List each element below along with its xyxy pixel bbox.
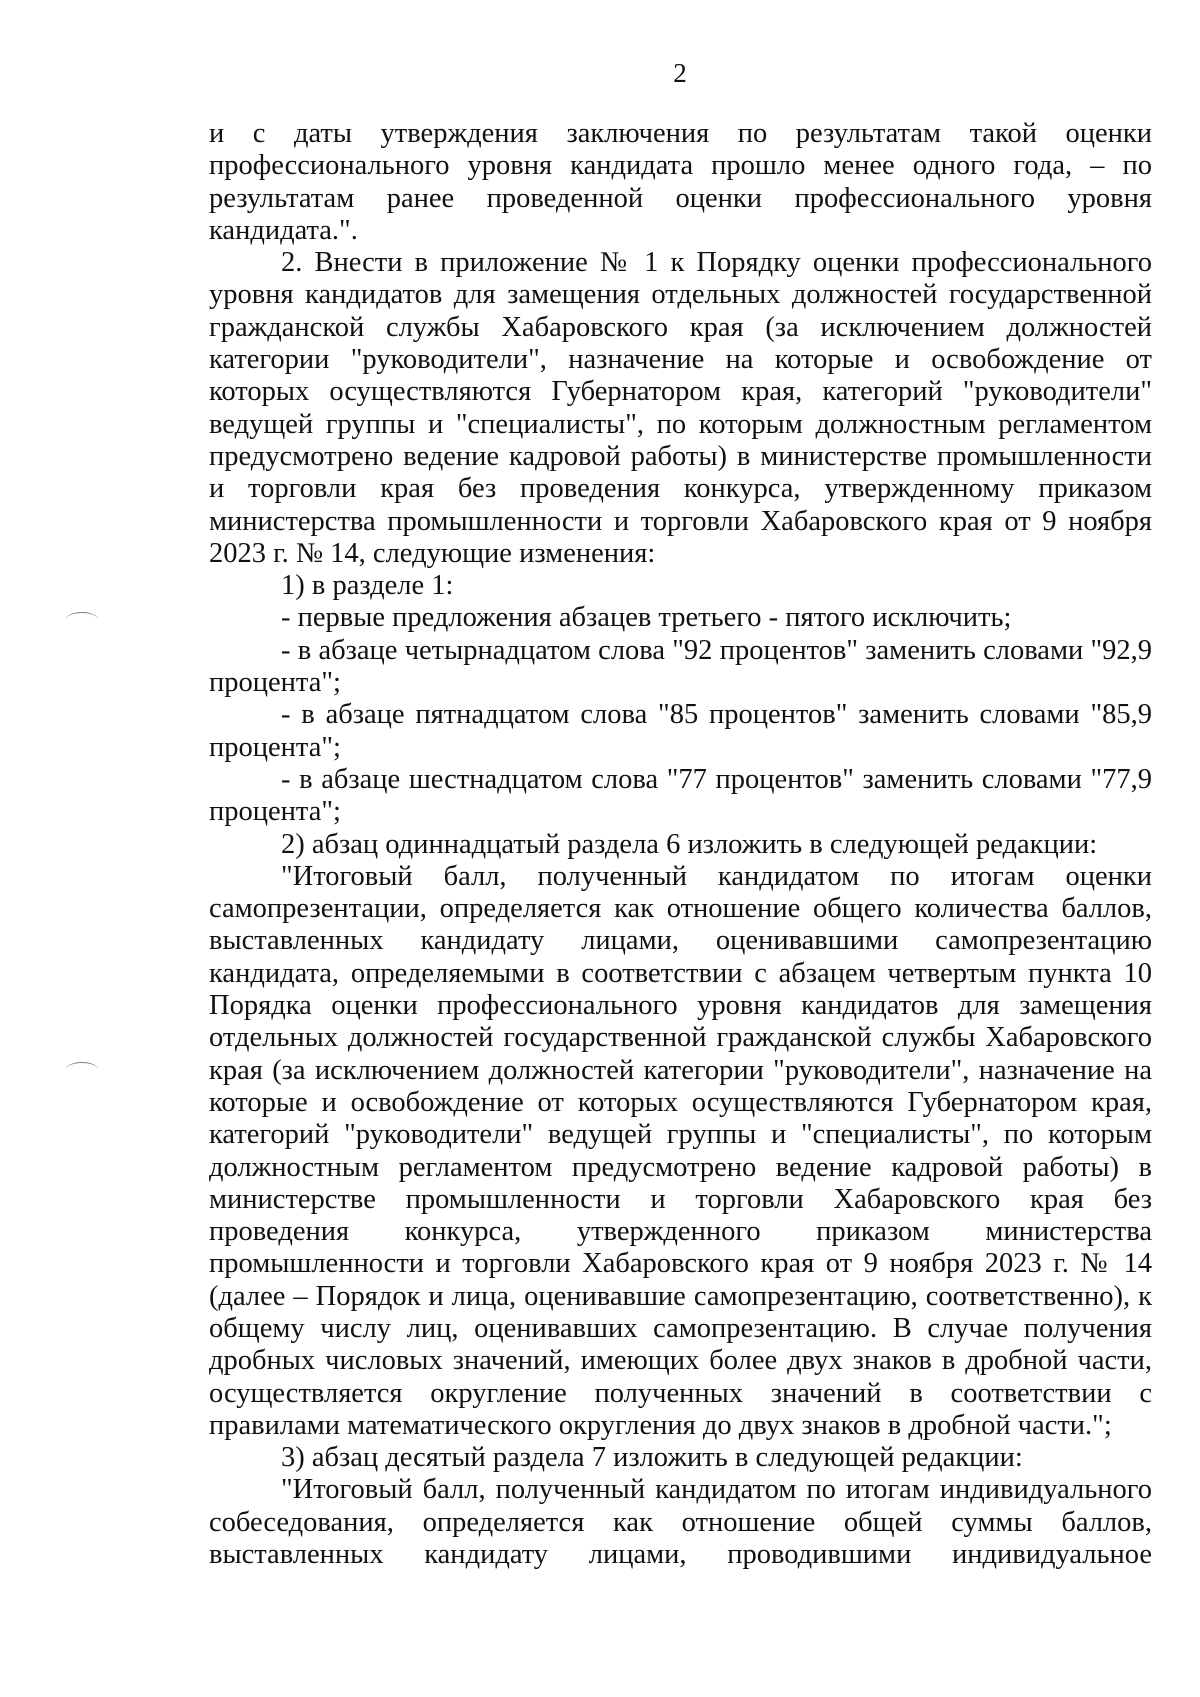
paragraph-quote-section-7: "Итоговый балл, полученный кандидатом по итогам индивидуального собеседования, определяется как отношение общей суммы баллов, выставленных кандидату лицами, проводившими индивидуальное — [209, 1474, 1152, 1571]
paragraph-continuation: и с даты утверждения заключения по результатам такой оценки профессионального уровня кандидата прошло менее одного года, – по результатам ранее проведенной оценки профессионального уровня кандидата.". — [209, 118, 1152, 246]
paragraph-item-2: 2. Внести в приложение № 1 к Порядку оценки профессионального уровня кандидатов для замещения отдельных должностей государственной гражданской службы Хабаровского края (за исключением должностей категории "руководители", назначение на которые и освобождение от которых осуществляются Губернатором края, категорий "руководители" ведущей группы и "специалисты", по которым должностным регламентом предусмотрено ведение кадровой работы) в министерстве промышленности и торговли края без проведения конкурса, утвержденному приказом министерства промышленности и торговли Хабаровского края от 9 ноября 2023 г. № 14, следующие изменения: — [209, 247, 1152, 569]
paragraph-subitem-1: 1) в разделе 1: — [281, 570, 454, 602]
paragraph-dash-2: - в абзаце четырнадцатом слова "92 процентов" заменить словами "92,9 процента"; — [209, 634, 1152, 699]
paragraph-quote-section-6: "Итоговый балл, полученный кандидатом по итогам оценки самопрезентации, определяется как отношение общего количества баллов, выставленных кандидату лицами, оценивавшими самопрезентацию кандидата, определяемыми в соответствии с абзацем четвертым пункта 10 Порядка оценки профессионального уровня кандидатов для замещения отдельных должностей государственной гражданской службы Хабаровского края (за исключением должностей категории "руководители", назначение на которые и освобождение от которых осуществляются Губернатором края, категорий "руководители" ведущей группы и "специалисты", по которым должностным регламентом предусмотрено ведение кадровой работы) в министерстве промышленности и торговли Хабаровского края без проведения конкурса, утвержденного приказом министерства промышленности и торговли Хабаровского края от 9 ноября 2023 г. № 14 (далее – Порядок и лица, оценивавшие самопрезентацию, соответственно), к общему числу лиц, оценивавших самопрезентацию. В случае получения дробных числовых значений, имеющих более двух знаков в дробной части, осуществляется округление полученных значений в соответствии с правилами математического округления до двух знаков в дробной части."; — [209, 860, 1152, 1441]
paragraph-dash-3: - в абзаце пятнадцатом слова "85 процентов" заменить словами "85,9 процента"; — [209, 699, 1152, 763]
paragraph-subitem-3: 3) абзац десятый раздела 7 изложить в следующей редакции: — [281, 1442, 1023, 1474]
document-body — [209, 118, 1152, 1571]
page-number: 2 — [673, 58, 687, 88]
scan-hole-mark — [66, 1062, 98, 1077]
paragraph-dash-1: - первые предложения абзацев третьего - пятого исключить; — [281, 602, 1012, 634]
paragraph-dash-4: - в абзаце шестнадцатом слова "77 процентов" заменить словами "77,9 процента"; — [209, 763, 1152, 828]
scan-hole-mark — [66, 612, 98, 627]
paragraph-subitem-2: 2) абзац одиннадцатый раздела 6 изложить в следующей редакции: — [281, 828, 1098, 860]
